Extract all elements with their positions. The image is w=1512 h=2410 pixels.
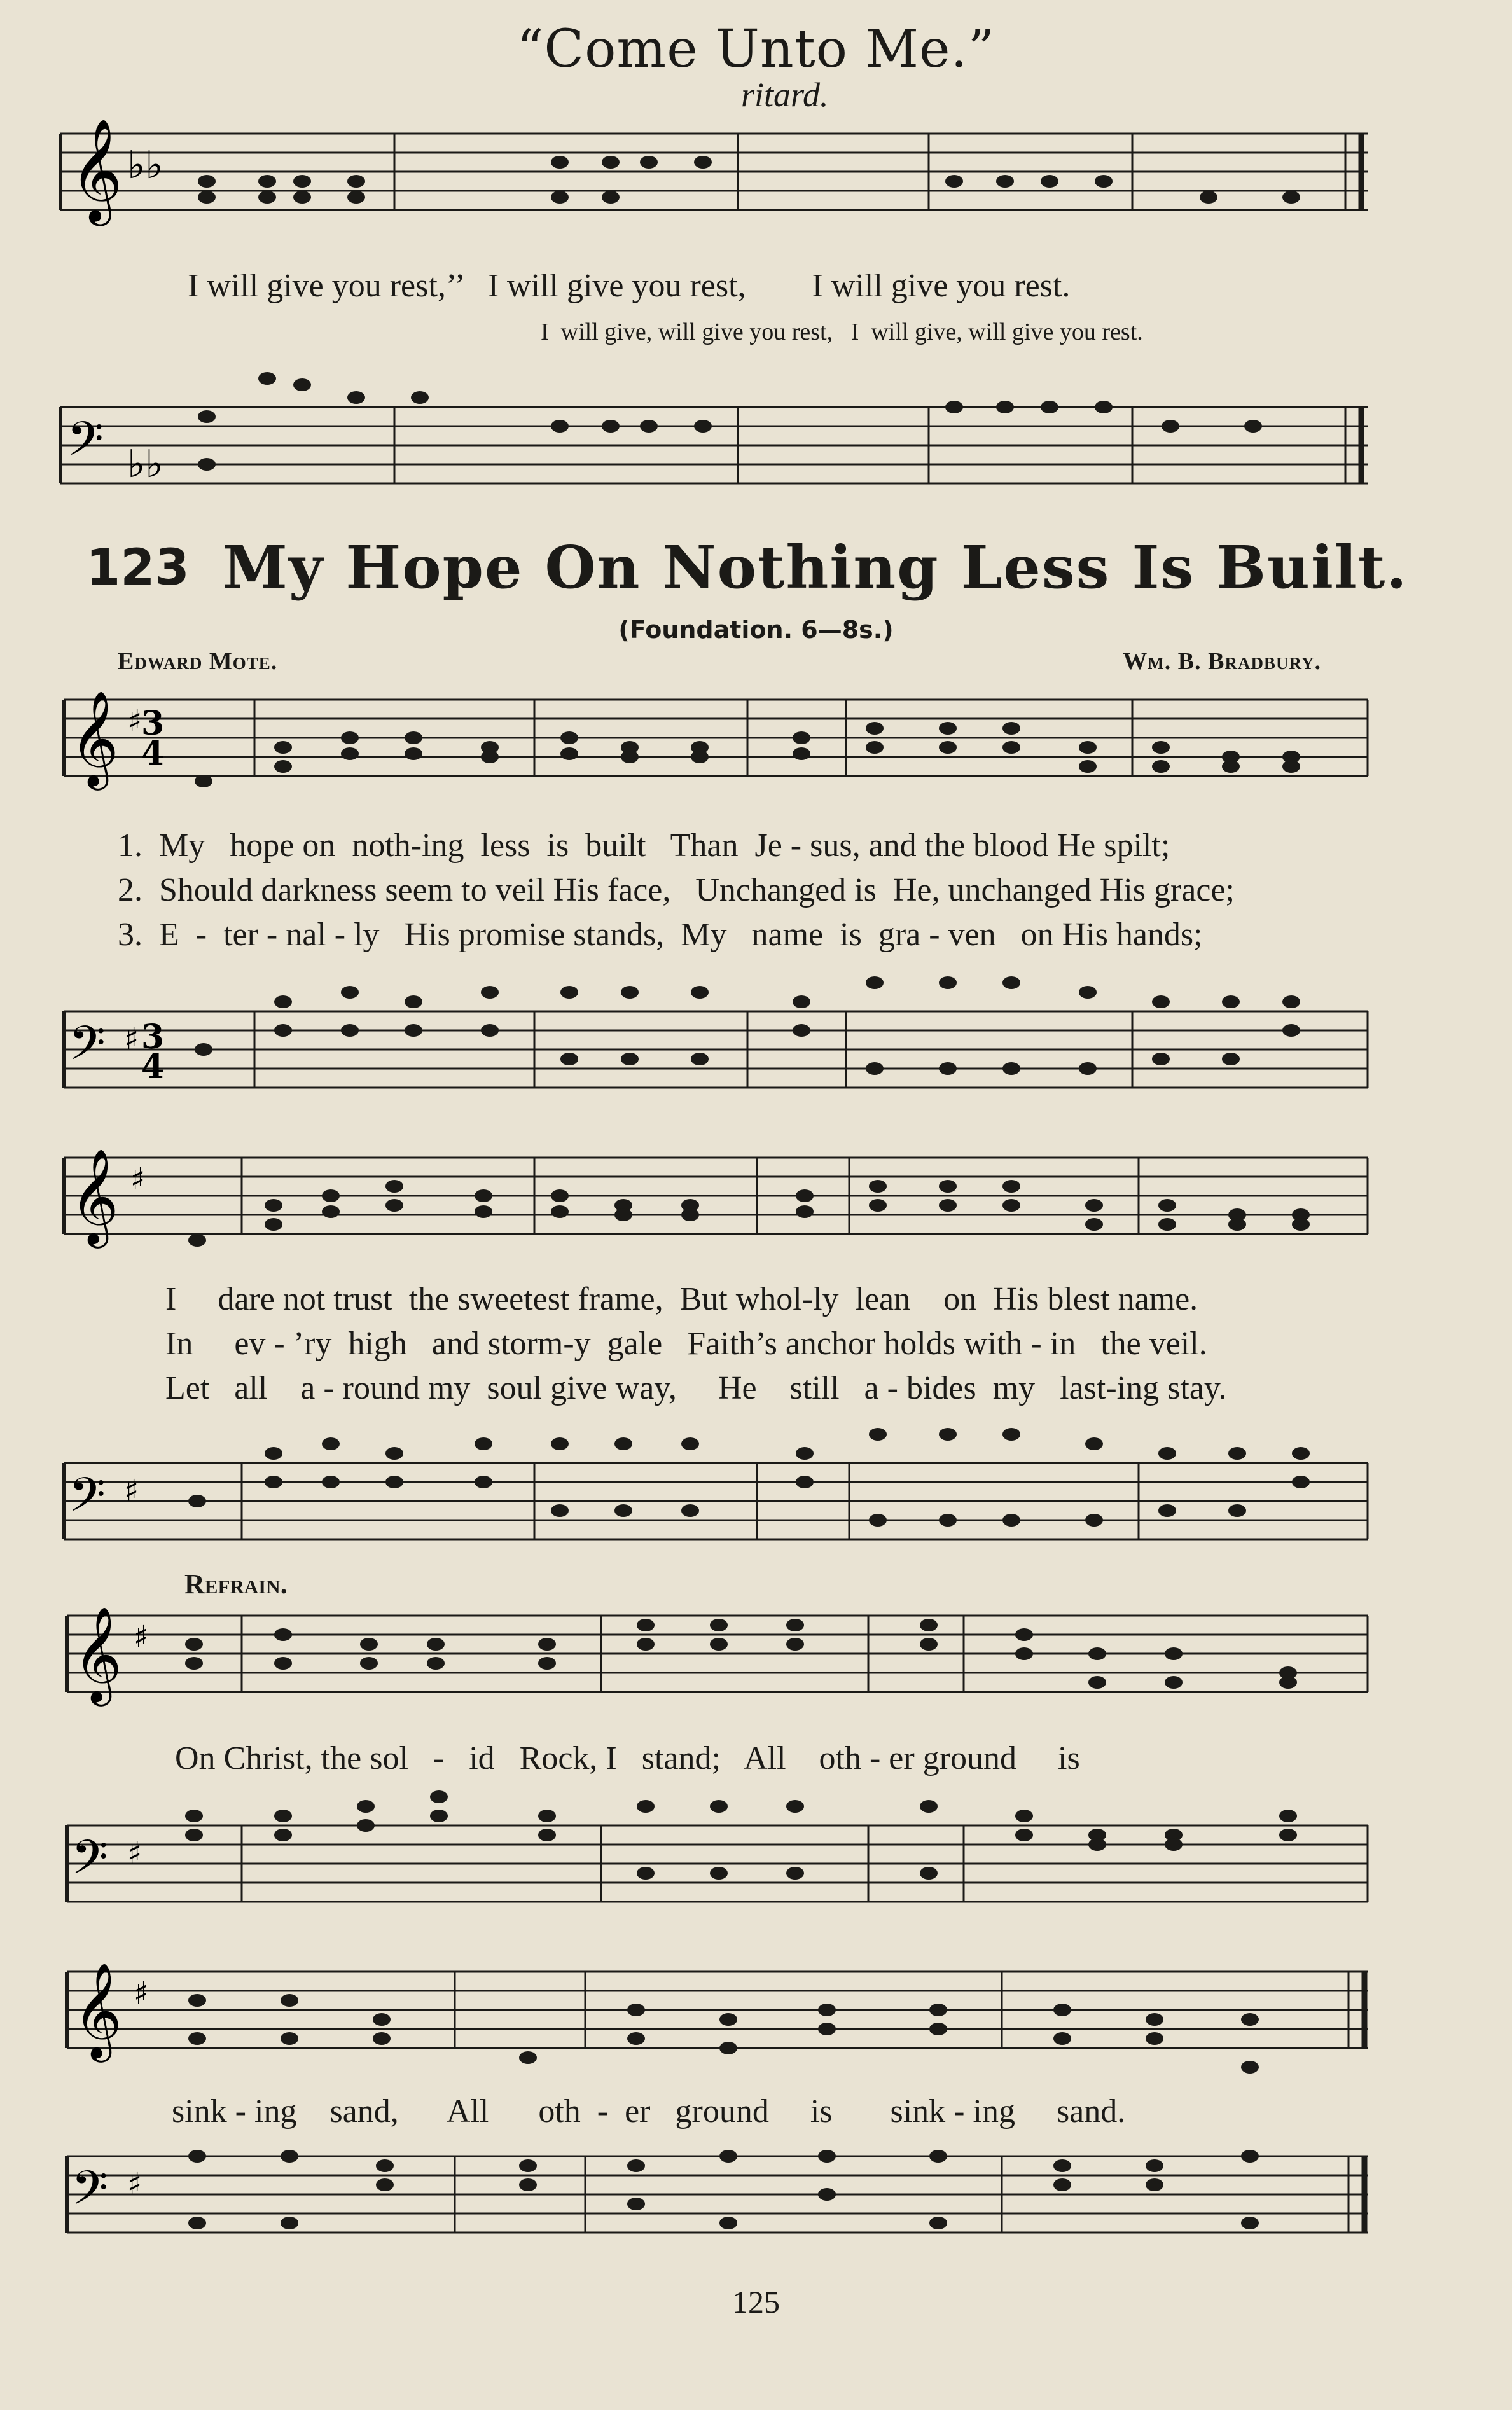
verse-1-line-1: 1. My hope on noth-ing less is built Than Je - sus, and the blood He spilt;	[118, 828, 1170, 864]
composer-credit: Wm. B. Bradbury.	[1123, 648, 1321, 675]
svg-text:♯: ♯	[127, 2166, 142, 2202]
bass-staff-system-1	[0, 967, 1512, 1107]
svg-text:𝄞: 𝄞	[70, 1147, 119, 1244]
hymn-title: My Hope On Nothing Less Is Built.	[223, 533, 1408, 602]
previous-hymn-title: “Come Unto Me.”	[517, 19, 995, 80]
svg-text:𝄢: 𝄢	[67, 412, 104, 478]
svg-text:4: 4	[141, 1048, 165, 1086]
tempo-marking: ritard.	[741, 76, 829, 114]
svg-text:♯: ♯	[124, 1473, 139, 1509]
page-number: 125	[732, 2284, 780, 2320]
treble-staff-system-1	[0, 687, 1512, 814]
svg-text:𝄢: 𝄢	[69, 1467, 106, 1534]
svg-text:4: 4	[141, 734, 165, 773]
verse-2-line-1: 2. Should darkness seem to veil His face, Unchanged is He, unchanged His grace;	[118, 872, 1235, 908]
svg-text:3: 3	[141, 1018, 165, 1056]
hymn-number: 123	[86, 539, 190, 597]
refrain-line-1: On Christ, the sol - id Rock, I stand; All oth - er ground is	[175, 1740, 1080, 1776]
tune-name: (Foundation. 6—8s.)	[618, 616, 894, 644]
verse-1-line-2: I dare not trust the sweetest frame, But whol-ly lean on His blest name.	[165, 1281, 1198, 1317]
bass-staff-system-2	[0, 1418, 1512, 1558]
bass-staff-refrain-2	[0, 2131, 1512, 2277]
treble-staff-refrain-2	[0, 1946, 1512, 2074]
svg-text:♯: ♯	[134, 1619, 149, 1655]
previous-hymn-lyric: I will give you rest,’’ I will give you rest, I will give you rest.	[188, 268, 1071, 304]
treble-staff-previous	[0, 114, 1512, 235]
svg-text:𝄢: 𝄢	[71, 1830, 108, 1897]
bass-staff-previous	[0, 369, 1512, 496]
treble-staff-refrain-1	[0, 1596, 1512, 1724]
refrain-label: Refrain.	[184, 1569, 288, 1600]
author-credit: Edward Mote.	[118, 648, 278, 675]
svg-text:♯: ♯	[134, 1976, 149, 2011]
verse-3-line-2: Let all a - round my soul give way, He still a - bides my last-ing stay.	[165, 1370, 1227, 1406]
svg-text:♯: ♯	[124, 1021, 139, 1057]
svg-text:♯: ♯	[130, 1161, 146, 1197]
bass-staff-refrain-1	[0, 1781, 1512, 1927]
svg-text:♭♭: ♭♭	[127, 442, 163, 487]
svg-text:♯: ♯	[127, 1836, 142, 1871]
svg-text:𝄞: 𝄞	[73, 1962, 122, 2058]
treble-staff-system-2	[0, 1139, 1512, 1266]
svg-text:𝄢: 𝄢	[69, 1016, 106, 1083]
svg-text:𝄢: 𝄢	[71, 2161, 108, 2227]
previous-hymn-bass-echo: I will give, will give you rest, I will give, will give you rest.	[541, 319, 1143, 345]
verse-2-line-2: In ev - ’ry high and storm-y gale Faith’s anchor holds with - in the veil.	[165, 1326, 1207, 1362]
svg-text:♭♭: ♭♭	[127, 143, 163, 188]
verse-3-line-1: 3. E - ter - nal - ly His promise stands, My name is gra - ven on His hands;	[118, 917, 1203, 953]
svg-text:𝄞: 𝄞	[70, 118, 123, 222]
svg-text:3: 3	[141, 704, 165, 743]
svg-text:𝄞: 𝄞	[73, 1605, 122, 1702]
svg-text:♯: ♯	[127, 703, 142, 739]
svg-text:𝄞: 𝄞	[70, 689, 119, 786]
refrain-line-2: sink - ing sand, All oth - er ground is sink - ing sand.	[172, 2093, 1126, 2130]
